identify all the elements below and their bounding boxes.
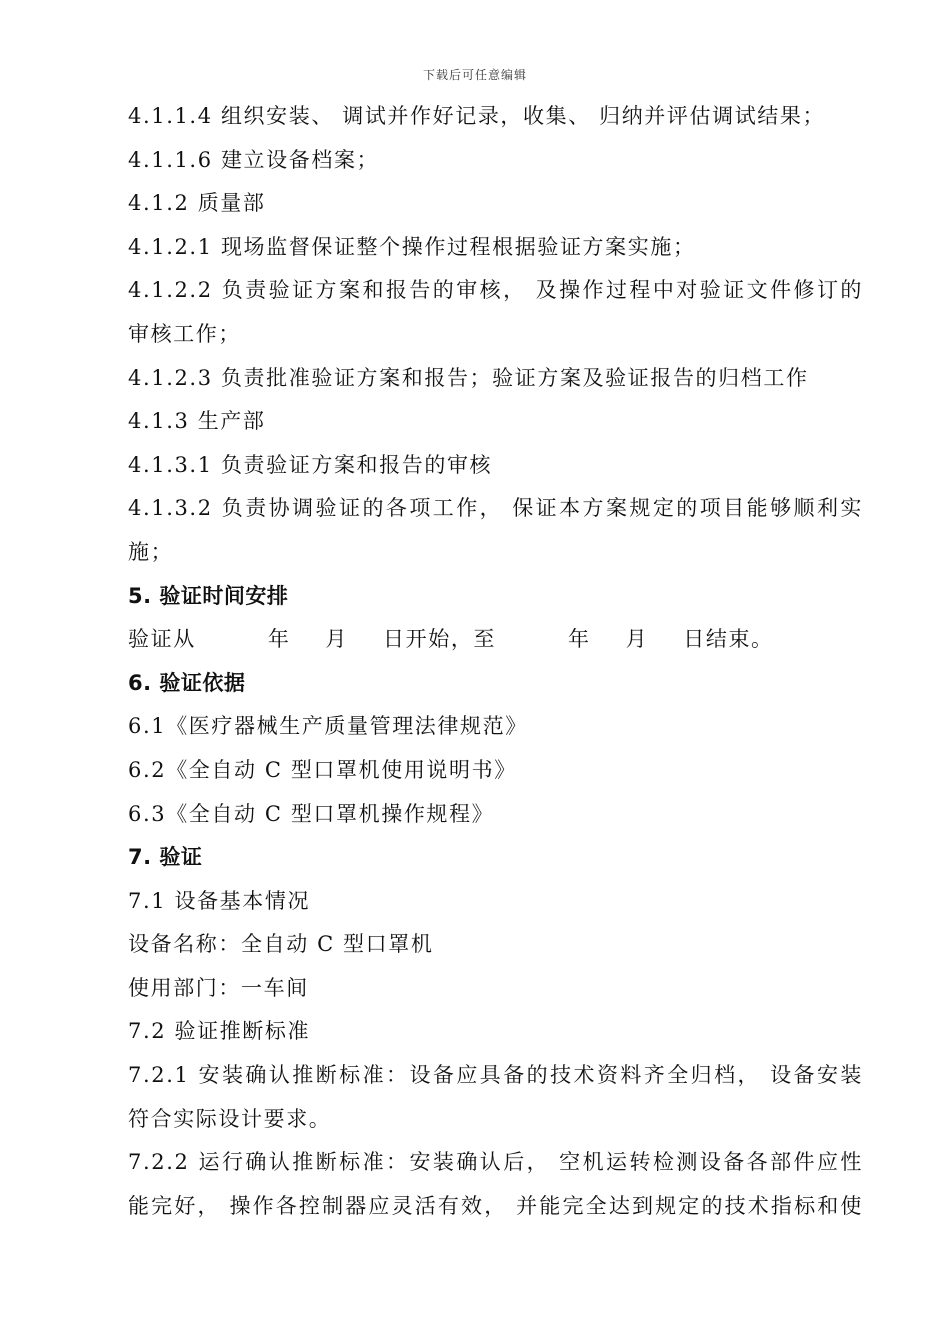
schedule-line (128, 618, 863, 662)
heading-schedule: 5. 验证时间安排 (128, 583, 289, 608)
text-line: 4.1.2.3 负责批准验证方案和报告；验证方案及验证报告的归档工作 (128, 365, 809, 390)
schedule-year-start: 年 (267, 627, 291, 652)
text-line: 4.1.1.4 组织安装、 调试并作好记录，收集、 归纳并评估调试结果； (128, 104, 826, 128)
text-line: 6.1《医疗器械生产质量管理法律规范》 (128, 714, 528, 739)
text-line: 4.1.3.2 负责协调验证的各项工作， 保证本方案规定的项目能够顺利实 (128, 496, 863, 521)
text-line: 4.1.2.1 现场监督保证整个操作过程根据验证方案实施； (128, 234, 696, 259)
text-line: 设备名称：全自动 C 型口罩机 (128, 932, 434, 957)
schedule-prefix: 验证从 (128, 627, 196, 652)
text-line: 7.2.2 运行确认推断标准：安装确认后， 空机运转检测设备各部件应性 (128, 1150, 863, 1175)
schedule-month-start: 月 (325, 627, 349, 652)
text-line: 4.1.3.1 负责验证方案和报告的审核 (128, 452, 493, 477)
text-line: 审核工作； (128, 321, 241, 346)
text-line: 能完好， 操作各控制器应灵活有效， 并能完全达到规定的技术指标和使 (128, 1193, 863, 1218)
text-line: 7.2 验证推断标准 (128, 1019, 311, 1044)
schedule-day-end: 日结束。 (683, 627, 774, 652)
text-line: 4.1.1.6 建立设备档案； (128, 147, 380, 172)
text-line: 符合实际设计要求。 (128, 1106, 332, 1131)
section-title: 4.1.2 质量部 (128, 191, 266, 216)
document-body (128, 95, 863, 1228)
heading-validation: 7. 验证 (128, 845, 203, 870)
text-line: 使用部门：一车间 (128, 975, 309, 1000)
schedule-month-end: 月 (625, 627, 649, 652)
page-header: 下载后可任意编辑 (422, 68, 527, 82)
text-line: 6.3《全自动 C 型口罩机操作规程》 (128, 801, 495, 826)
text-line: 施； (128, 539, 174, 564)
text-line: 4.1.2.2 负责验证方案和报告的审核， 及操作过程中对验证文件修订的 (128, 278, 863, 303)
heading-basis: 6. 验证依据 (128, 670, 246, 695)
schedule-day-start: 日开始，至 (383, 627, 497, 652)
section-title: 4.1.3 生产部 (128, 409, 266, 434)
schedule-year-end: 年 (568, 627, 591, 652)
text-line: 6.2《全自动 C 型口罩机使用说明书》 (128, 757, 517, 782)
text-line: 7.2.1 安装确认推断标准：设备应具备的技术资料齐全归档， 设备安装 (128, 1063, 863, 1088)
text-line: 7.1 设备基本情况 (128, 888, 311, 913)
